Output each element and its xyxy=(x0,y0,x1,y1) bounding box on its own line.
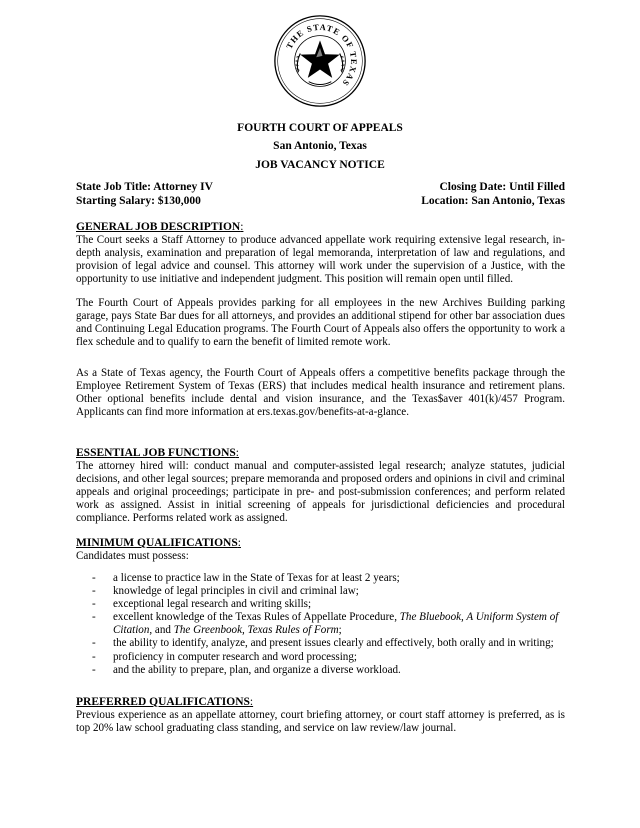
general-paragraph-3: As a State of Texas agency, the Fourth Court of Appeals offers a competitive benefits package through the Employee Retirement System of Texas (ERS) that includes medical health insurance and retirement plans. Other optional benefits include dental and vision insurance, and the Texas$aver 401(k)/457 Program. Applicants can find more information at ers.texas.gov/benefits-at-a-glance. xyxy=(76,367,565,419)
list-item: - excellent knowledge of the Texas Rules of Appellate Procedure, The Bluebook, A Uniform System of Citation, and The Greenbook, Texas Rules of Form; xyxy=(92,611,559,637)
general-paragraph-1: The Court seeks a Staff Attorney to produce advanced appellate work requiring extensive legal research, in-depth analysis, examination and preparation of legal memoranda, interpretation of law and regulations, and provision of legal advice and counsel. This attorney will work under the supervision of a Justice, with the opportunity to use initiative and independent judgment. This position will remain open until filled. xyxy=(76,234,565,286)
list-item: - exceptional legal research and writing skills; xyxy=(92,598,312,611)
list-item: - and the ability to prepare, plan, and organize a diverse workload. xyxy=(92,663,401,676)
texas-state-seal xyxy=(273,14,367,108)
minimum-heading-text: MINIMUM QUALIFICATIONS xyxy=(76,537,238,549)
job-title: State Job Title: Attorney IV xyxy=(76,181,213,193)
list-item: - proficiency in computer research and word processing; xyxy=(92,650,357,663)
preferred-heading-text: PREFERRED QUALIFICATIONS xyxy=(76,696,250,708)
list-item: - a license to practice law in the State of Texas for at least 2 years; xyxy=(92,572,400,584)
general-paragraph-2: The Fourth Court of Appeals provides parking for all employees in the new Archives Building parking garage, pays State Bar dues for all attorneys, and provides an additional stipend for other bar association dues and Continuing Legal Education programs. The Fourth Court of Appeals also offers the opportunity to work a flex schedule and to qualify to earn the benefit of limited remote work. xyxy=(76,297,565,349)
job-location: Location: San Antonio, Texas xyxy=(421,195,565,207)
closing-date: Closing Date: Until Filled xyxy=(439,181,565,193)
preferred-heading: PREFERRED QUALIFICATIONS: xyxy=(76,696,254,708)
list-item: - knowledge of legal principles in civil and criminal law; xyxy=(92,585,359,598)
essential-heading: ESSENTIAL JOB FUNCTIONS: xyxy=(76,447,239,459)
general-heading: GENERAL JOB DESCRIPTION: xyxy=(76,221,244,233)
essential-paragraph: The attorney hired will: conduct manual and computer-assisted legal research; analyze statutes, judicial decisions, and other legal sources; prepare memoranda and proposed orders and opinions in civil and criminal appeals and original proceedings; participate in pre- and post-submission conferences; and perform related work as assigned. Assist in initial screening of appeals for jurisdictional deficiencies and procedural compliance. Performs related work as assigned. xyxy=(76,460,565,525)
list-item: - the ability to identify, analyze, and present issues clearly and effectively, both orally and in writing; xyxy=(92,637,554,650)
starting-salary: Starting Salary: $130,000 xyxy=(76,195,201,207)
general-heading-text: GENERAL JOB DESCRIPTION xyxy=(76,221,241,233)
minimum-heading: MINIMUM QUALIFICATIONS: xyxy=(76,537,241,549)
minimum-list xyxy=(76,572,565,677)
court-name: FOURTH COURT OF APPEALS xyxy=(237,122,403,134)
essential-heading-text: ESSENTIAL JOB FUNCTIONS xyxy=(76,447,236,459)
preferred-paragraph: Previous experience as an appellate attorney, court briefing attorney, or court staff attorney is preferred, as is top 20% law school graduating class standing, and service on law review/law journal. xyxy=(76,709,565,735)
court-city: San Antonio, Texas xyxy=(273,140,367,152)
notice-title: JOB VACANCY NOTICE xyxy=(255,159,385,171)
svg-text:THE STATE OF TEXAS: THE STATE OF TEXAS xyxy=(283,21,360,89)
minimum-intro: Candidates must possess: xyxy=(76,550,189,562)
